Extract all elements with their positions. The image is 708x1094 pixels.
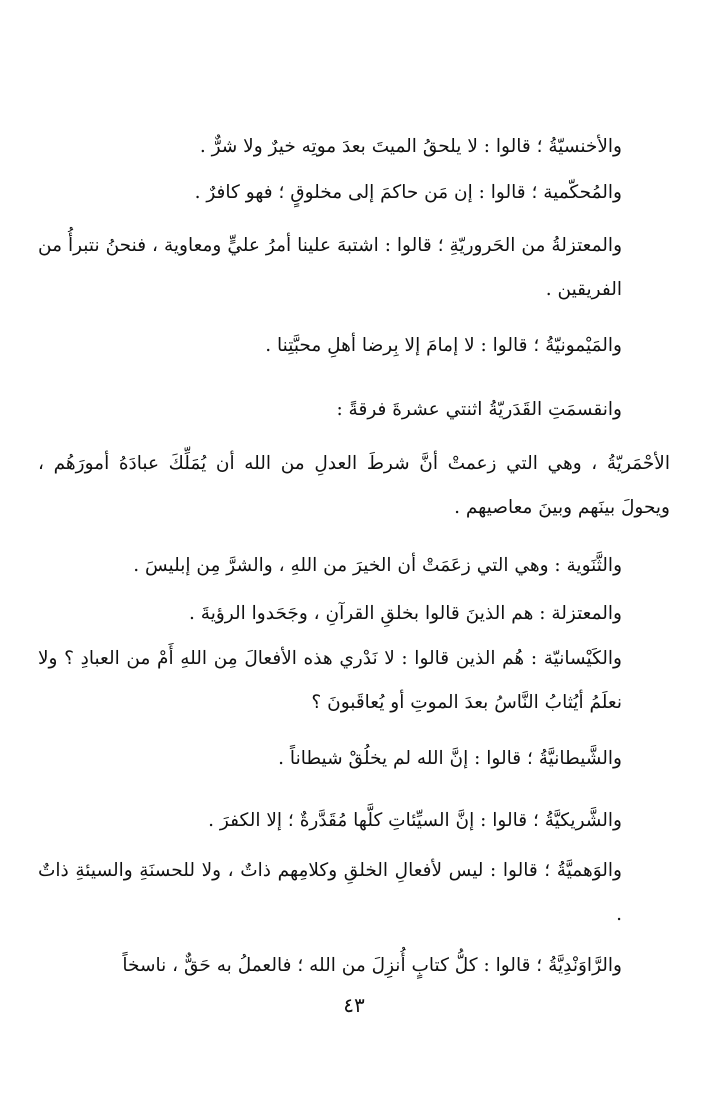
paragraph-akhnasiyya: والأخنسيّةُ ؛ قالوا : لا يلحقُ الميتَ بعدَ موتِه خيرٌ ولا شرٌّ . — [199, 136, 622, 157]
paragraph-sharikiyya: والشَّريكيَّةُ ؛ قالوا : إنَّ السيِّئاتِ كلَّها مُقَدَّرةٌ ؛ إلا الكفرَ . — [208, 810, 622, 831]
paragraph-mutazila: والمعتزلة : هم الذينَ قالوا بخلقِ القرآنِ ، وجَحَدوا الرؤيةَ . — [189, 603, 622, 624]
paragraph-maymuniyya: والمَيْمونيّةُ ؛ قالوا : لا إمامَ إلا بِرضا أهلِ محبَّتِنا . — [265, 335, 622, 356]
paragraph-ahmariyya: الأحْمَريّةُ ، وهي التي زعمتْ أنَّ شرطَ العدلِ من الله أن يُمَلِّكَ عبادَهُ أمورَهُم ، ويحولَ بينَهم وبينَ معاصيهم . — [38, 453, 670, 518]
paragraph-shaytaniyya: والشَّيطانيَّةُ ؛ قالوا : إنَّ الله لم يخلُقْ شيطاناً . — [278, 748, 622, 769]
paragraph-wahmiyya: والوَهميَّةُ ؛ قالوا : ليس لأفعالِ الخلقِ وكلامِهم ذاتٌ ، ولا للحسنَةِ والسيئةِ ذاتٌ . — [38, 860, 622, 925]
paragraph-kaysaniyya: والكَيْسانيّة : هُم الذين قالوا : لا نَدْري هذه الأفعالَ مِن اللهِ أَمْ من العبادِ ؟ ولا نعلَمُ أيُثابُ النَّاسُ بعدَ الموتِ أو يُعاقَبونَ ؟ — [38, 648, 622, 713]
paragraph-thanawiyya: والثَّنَوية : وهي التي زعَمَتْ أن الخيرَ من اللهِ ، والشرَّ مِن إبليسَ . — [133, 555, 622, 576]
paragraph-muhakkimiyya: والمُحكّمية ؛ قالوا : إن مَن حاكمَ إلى مخلوقٍ ؛ فهو كافرٌ . — [194, 182, 622, 203]
page-number: ٤٣ — [343, 993, 365, 1017]
paragraph-rawandiyya: والرَّاوَنْدِيَّةُ ؛ قالوا : كلُّ كتابٍ أُنزِلَ من الله ؛ فالعملُ به حَقٌّ ، ناسخاً — [122, 955, 622, 976]
paragraph-qadariyya-heading: وانقسمَتِ القَدَريّةُ اثنتي عشرةَ فرقةً : — [336, 399, 622, 420]
paragraph-mutazila-haruriyya: والمعتزلةُ من الحَروريّةِ ؛ قالوا : اشتبهَ علينا أمرُ عليٍّ ومعاوية ، فنحنُ نتبرأُ من الفريقين . — [38, 235, 622, 300]
